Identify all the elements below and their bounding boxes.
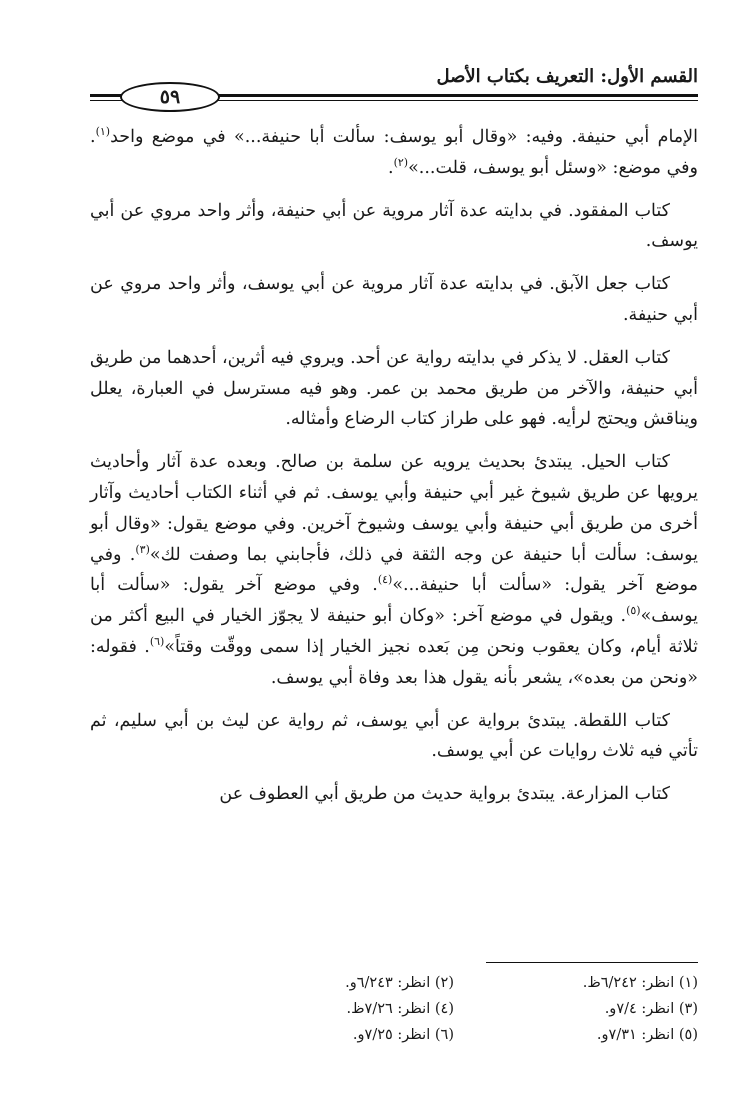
- paragraph: [90, 447, 698, 693]
- paragraph-text: . ويقول في موضع آخر: «وكان أبو حنيفة لا يجوّز الخيار في البيع أكثر من ثلاثة أيام، وكان يعقوب ونحن مِن بَعده نجيز الخيار إذا سمى ووقّت وقتاً»: [90, 606, 698, 657]
- paragraph: [90, 343, 698, 435]
- footnote-item: (٤) انظر: ٧/٢٦ظ.: [346, 1001, 454, 1017]
- paragraph-text: .: [388, 157, 394, 178]
- page-number: ٥٩: [120, 82, 220, 112]
- paragraph-text: . وفي موضع آخر يقول: «سألت أبا يوسف»: [90, 575, 698, 627]
- footnote-separator: [486, 962, 698, 963]
- footnote-marker[interactable]: (٣): [135, 542, 150, 556]
- paragraph: [90, 122, 698, 184]
- paragraph-text: . وفي موضع: «وسئل أبو يوسف، قلت...»: [90, 127, 698, 178]
- paragraph-text: كتاب المزارعة. يبتدئ برواية حديث من طريق أبي العطوف عن: [219, 784, 670, 805]
- footnote-marker[interactable]: (٦): [149, 635, 165, 649]
- footnote-marker[interactable]: (١): [95, 125, 111, 139]
- paragraph-text: . وفي موضع آخر يقول: «سألت أبا حنيفة...»: [90, 544, 698, 596]
- footnote-item: (٢) انظر: ٦/٢٤٣و.: [345, 975, 454, 991]
- paragraph-text: كتاب الحيل. يبتدئ بحديث يرويه عن سلمة بن صالح. وبعده عدة آثار وأحاديث يرويها عن طريق شيوخ غير أبي حنيفة وأبي يوسف. ثم في أثناء الكتاب أحاديث وآثار أخرى من طريق أبي حنيفة وأبي يوسف وشيوخ آخرين. وفي موضع يقول: «وقال أبو يوسف: سألت أبا حنيفة عن وجه الثقة في ذلك، فأجابني بما وصفت لك»: [90, 452, 698, 565]
- paragraph: [90, 706, 698, 768]
- footnote-item: (٥) انظر: ٧/٣١و.: [596, 1027, 698, 1043]
- footnotes: [230, 972, 698, 1046]
- paragraph-text: كتاب المفقود. في بدايته عدة آثار مروية عن أبي حنيفة، وأثر واحد مروي عن أبي يوسف.: [90, 200, 698, 252]
- paragraph-text: . فقوله: «ونحن من بعده»، يشعر بأنه يقول هذا بعد وفاة أبي يوسف.: [90, 636, 698, 688]
- footnote-marker[interactable]: (٤): [377, 573, 393, 587]
- footnote-item: (٣) انظر: ٧/٤و.: [604, 1001, 698, 1017]
- paragraph: [90, 196, 698, 258]
- paragraph-text: الإمام أبي حنيفة. وفيه: «وقال أبو يوسف: سألت أبا حنيفة...» في موضع واحد: [110, 127, 698, 147]
- paragraph-text: كتاب اللقطة. يبتدئ برواية عن أبي يوسف، ثم رواية عن ليث بن أبي سليم، ثم تأتي فيه ثلاث روايات عن أبي يوسف.: [90, 710, 698, 762]
- footnote-marker[interactable]: (٥): [626, 604, 641, 618]
- paragraph: [90, 779, 698, 810]
- paragraph-text: كتاب العقل. لا يذكر في بدايته رواية عن أحد. ويروي فيه أثرين، أحدهما من طريق أبي حنيفة، والآخر من طريق محمد بن عمر. وهو فيه مسترسل في العبارة، يعلل ويناقش ويحتج لرأيه. فهو على طراز كتاب الرضاع وأمثاله.: [90, 347, 698, 430]
- paragraph: [90, 269, 698, 331]
- header-title: القسم الأول: التعريف بكتاب الأصل: [436, 66, 698, 87]
- main-text: [90, 122, 698, 822]
- running-header: [90, 64, 698, 110]
- footnote-item: (١) انظر: ٦/٢٤٢ظ.: [582, 975, 698, 991]
- paragraph-text: كتاب جعل الآبق. في بدايته عدة آثار مروية عن أبي يوسف، وأثر واحد مروي عن أبي حنيفة.: [90, 274, 698, 325]
- footnote-item: (٦) انظر: ٧/٢٥و.: [352, 1027, 454, 1043]
- footnote-marker[interactable]: (٢): [393, 155, 409, 169]
